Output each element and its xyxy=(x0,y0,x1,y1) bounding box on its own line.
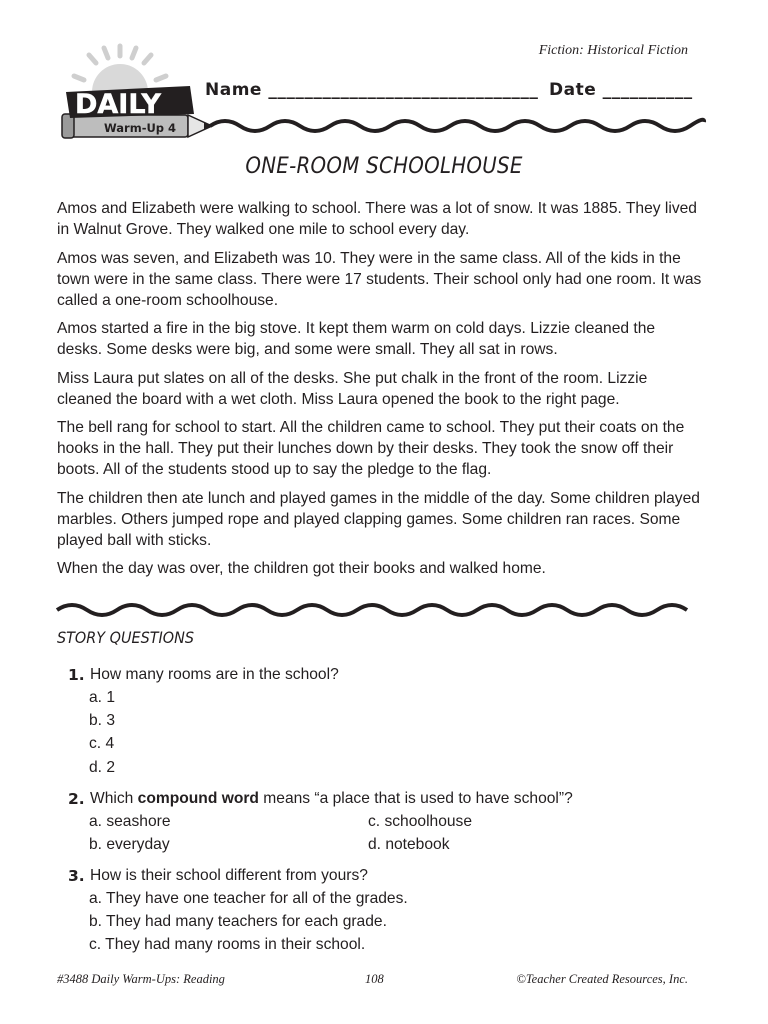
name-field-label: Name ______________________________ xyxy=(205,80,539,100)
story-paragraph: The children then ate lunch and played games in the middle of the day. Some children played marbles. Others jumped rope and played clapping games. Some children ran races. Some played ball with sticks. xyxy=(57,489,700,549)
answer-option: b. They had many teachers for each grade. xyxy=(89,913,387,930)
footer-copyright: ©Teacher Created Resources, Inc. xyxy=(516,972,688,986)
footer-page-number: 108 xyxy=(365,972,384,986)
answer-option: c. They had many rooms in their school. xyxy=(89,936,366,953)
story-paragraph: Miss Laura put slates on all of the desks. She put chalk in the front of the room. Lizzie cleaned the board with a wet cloth. Miss Laura opened the book to the right page. xyxy=(57,369,648,408)
warmup-number-text: Warm-Up 4 xyxy=(104,121,177,135)
answer-option: a. seashore xyxy=(89,813,171,830)
answer-option: d. 2 xyxy=(89,759,116,776)
question-number: 1. xyxy=(68,666,85,684)
story-paragraph: The bell rang for school to start. All the children came to school. They put their coats on the hooks in the hall. They put their lunches down by their desks. They took the snow off their boots. All of the students stood up to say the pledge to the flag. xyxy=(57,419,685,478)
story-paragraph: Amos and Elizabeth were walking to school. There was a lot of snow. It was 1885. They lived in Walnut Grove. They walked one mile to school every day. xyxy=(57,200,697,238)
footer-book-title: #3488 Daily Warm-Ups: Reading xyxy=(57,972,225,986)
story-paragraph: Amos was seven, and Elizabeth was 10. They were in the same class. All of the kids in the town were in the same class. There were 17 students. Their school only had one room. It was called a one-room schoolhouse. xyxy=(57,249,702,309)
section-wavy-rule xyxy=(0,596,768,620)
answer-option: c. 4 xyxy=(89,735,115,752)
answer-option: b. everyday xyxy=(89,836,170,853)
answer-option: d. notebook xyxy=(368,836,450,853)
answer-option: a. They have one teacher for all of the grades. xyxy=(89,890,408,907)
story-text xyxy=(57,198,702,587)
answer-option: a. 1 xyxy=(89,689,116,706)
page-title: ONE-ROOM SCHOOLHOUSE xyxy=(245,154,523,179)
question-number: 3. xyxy=(68,867,85,885)
header-wavy-rule xyxy=(210,120,704,131)
story-paragraph: Amos started a fire in the big stove. It kept them warm on cold days. Lizzie cleaned the desks. Some desks were big, and some were small. They all sat in rows. xyxy=(57,320,656,358)
date-field-label: Date __________ xyxy=(549,80,693,100)
answer-option: c. schoolhouse xyxy=(368,813,473,830)
daily-warmup-logo xyxy=(0,0,768,150)
question-text: How is their school different from yours? xyxy=(90,867,368,884)
question-text: How many rooms are in the school? xyxy=(90,666,339,683)
logo-daily-text: DAILY xyxy=(75,89,161,120)
answer-option: b. 3 xyxy=(89,712,116,729)
questions-heading: STORY QUESTIONS xyxy=(57,628,195,647)
story-paragraph: When the day was over, the children got their books and walked home. xyxy=(57,560,546,577)
genre-label: Fiction: Historical Fiction xyxy=(538,43,688,58)
keyword-bold: compound word xyxy=(137,790,259,807)
question-text: Which compound word means “a place that is used to have school”? xyxy=(90,790,573,807)
question-number: 2. xyxy=(68,790,85,808)
